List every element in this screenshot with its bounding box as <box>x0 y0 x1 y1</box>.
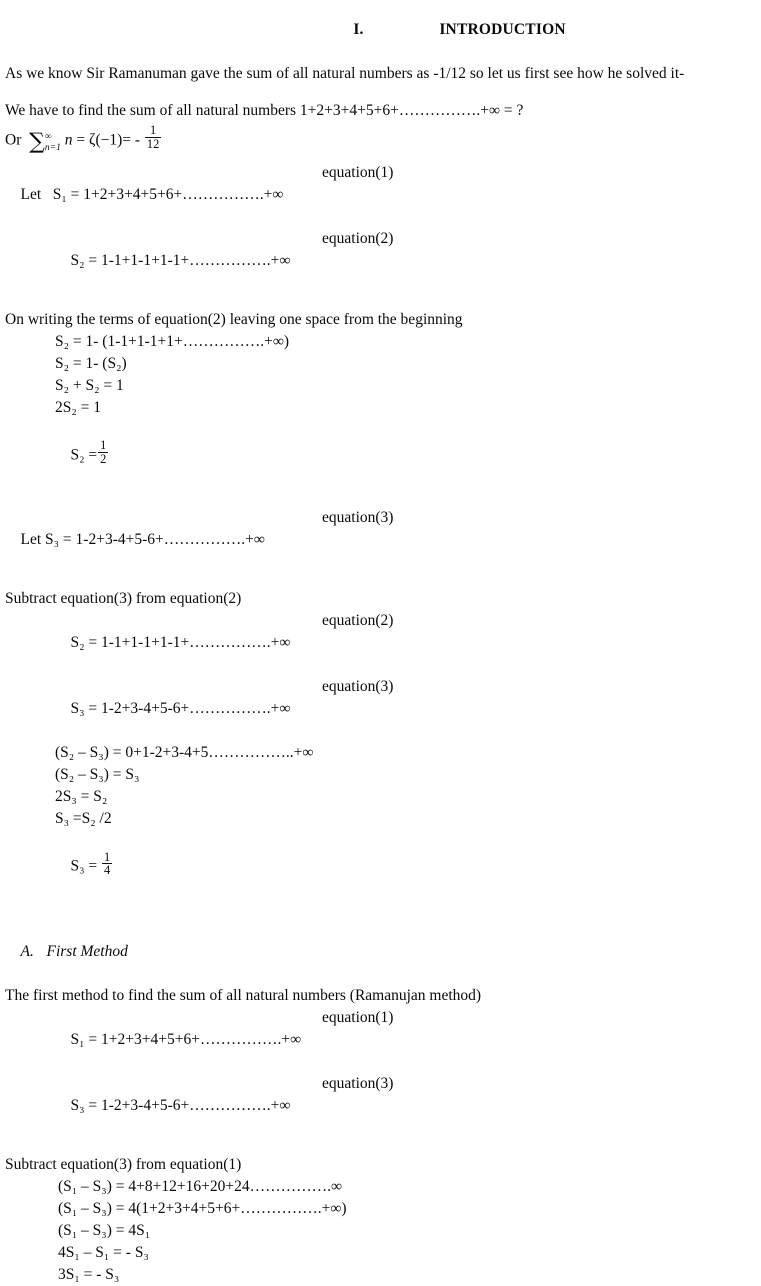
s2-result-lhs: S₂ = <box>70 446 98 464</box>
let-keyword: Let <box>20 186 42 204</box>
equation-line: S₃ =S₂ /2 <box>55 810 112 828</box>
equation-line-s2-result <box>0 419 761 489</box>
equation-line: (S₁ – S₃) = 4(1+2+3+4+5+6+…………….+∞) <box>58 1199 347 1217</box>
equation-line <box>0 610 761 676</box>
equation-line: (S₂ – S₃) = 0+1-2+3-4+5……………..+∞ <box>55 744 314 762</box>
fraction-one-quarter <box>102 851 112 877</box>
equation-line: S₂ = 1- (S₂) <box>55 355 127 373</box>
equation-body: S₃ = 1-2+3-4+5-6+…………….+∞ <box>70 1096 291 1114</box>
fraction-one-half <box>98 439 108 465</box>
fraction-denominator: 4 <box>104 863 111 878</box>
summation-upper-limit: ∞ <box>44 130 52 142</box>
s3-result-lhs: S₃ = <box>70 857 98 875</box>
fraction-one-twelfth <box>145 124 161 150</box>
equation-line <box>0 228 761 294</box>
subtract-heading: Subtract equation(3) from equation(1) <box>5 1155 242 1173</box>
zeta-line-prefix: Or <box>5 131 22 149</box>
equation-line: (S₂ – S₃) = S₃ <box>55 766 140 784</box>
question-line: We have to find the sum of all natural numbers 1+2+3+4+5+6+…………….+∞ = ? <box>5 102 524 119</box>
zeta-expression: = ζ(−1)= - <box>76 131 141 149</box>
equation-body: S₃ = 1-2+3-4+5-6+…………….+∞ <box>70 700 291 718</box>
summation-operator <box>29 132 61 156</box>
equation-label: equation(1) <box>322 1008 394 1026</box>
intro-paragraph: As we know Sir Ramanuman gave the sum of all natural numbers as -1/12 so let us first see how he solved it- <box>5 65 685 82</box>
sigma-icon: ∑ <box>29 130 45 156</box>
equation-body: S₁ = 1+2+3+4+5+6+…………….+∞ <box>52 186 284 204</box>
subtract-heading: Subtract equation(3) from equation(2) <box>5 590 242 608</box>
on-writing-paragraph: On writing the terms of equation(2) leaving one space from the beginning <box>5 311 463 329</box>
equation-label: equation(3) <box>322 678 394 696</box>
summation-variable: n <box>64 131 73 149</box>
summation-limits <box>44 130 61 154</box>
equation-line-let-s3 <box>0 507 761 573</box>
summation-lower-limit: n=1 <box>44 142 61 154</box>
equation-line: (S₁ – S₃) = 4S₁ <box>58 1221 151 1239</box>
section-number: I. <box>353 21 364 38</box>
equation-body: S₂ = 1-1+1-1+1-1+…………….+∞ <box>70 634 291 652</box>
equation-label: equation(2) <box>322 612 394 630</box>
equation-line: 2S₂ = 1 <box>55 399 102 417</box>
equation-line <box>0 1073 761 1139</box>
equation-line <box>0 676 761 742</box>
equation-line <box>0 162 761 228</box>
zeta-line <box>0 123 761 156</box>
equation-label: equation(1) <box>322 164 394 182</box>
equation-line: S₂ = 1- (1-1+1-1+1+…………….+∞) <box>55 333 290 351</box>
equation-line-s3-result <box>0 830 761 900</box>
equation-label: equation(3) <box>322 509 394 527</box>
fraction-numerator: 1 <box>150 123 157 138</box>
equation-line: 2S₃ = S₂ <box>55 788 108 806</box>
equation-body: S₁ = 1+2+3+4+5+6+…………….+∞ <box>70 1030 302 1048</box>
equation-body: S₂ = 1-1+1-1+1-1+…………….+∞ <box>70 252 291 270</box>
fraction-denominator: 12 <box>146 136 160 151</box>
section-title: INTRODUCTION <box>439 21 566 38</box>
equation-label: equation(2) <box>322 230 394 248</box>
fraction-denominator: 2 <box>100 451 107 466</box>
subsection-letter: A. <box>20 942 34 960</box>
subsection-title: First Method <box>46 942 128 960</box>
equation-line <box>0 1007 761 1073</box>
equation-line: 4S₁ – S₁ = - S₃ <box>58 1243 149 1261</box>
subsection-heading-first-method <box>0 919 761 985</box>
equation-line: (S₁ – S₃) = 4+8+12+16+20+24…………….∞ <box>58 1177 342 1195</box>
first-method-description: The first method to find the sum of all natural numbers (Ramanujan method) <box>5 986 482 1004</box>
equation-line: S₂ + S₂ = 1 <box>55 377 124 395</box>
equation-label: equation(3) <box>322 1074 394 1092</box>
fraction-numerator: 1 <box>100 438 107 453</box>
fraction-numerator: 1 <box>104 849 111 864</box>
section-heading <box>0 0 761 57</box>
equation-body: Let S₃ = 1-2+3-4+5-6+…………….+∞ <box>20 531 265 549</box>
equation-line: 3S₁ = - S₃ <box>58 1265 120 1283</box>
